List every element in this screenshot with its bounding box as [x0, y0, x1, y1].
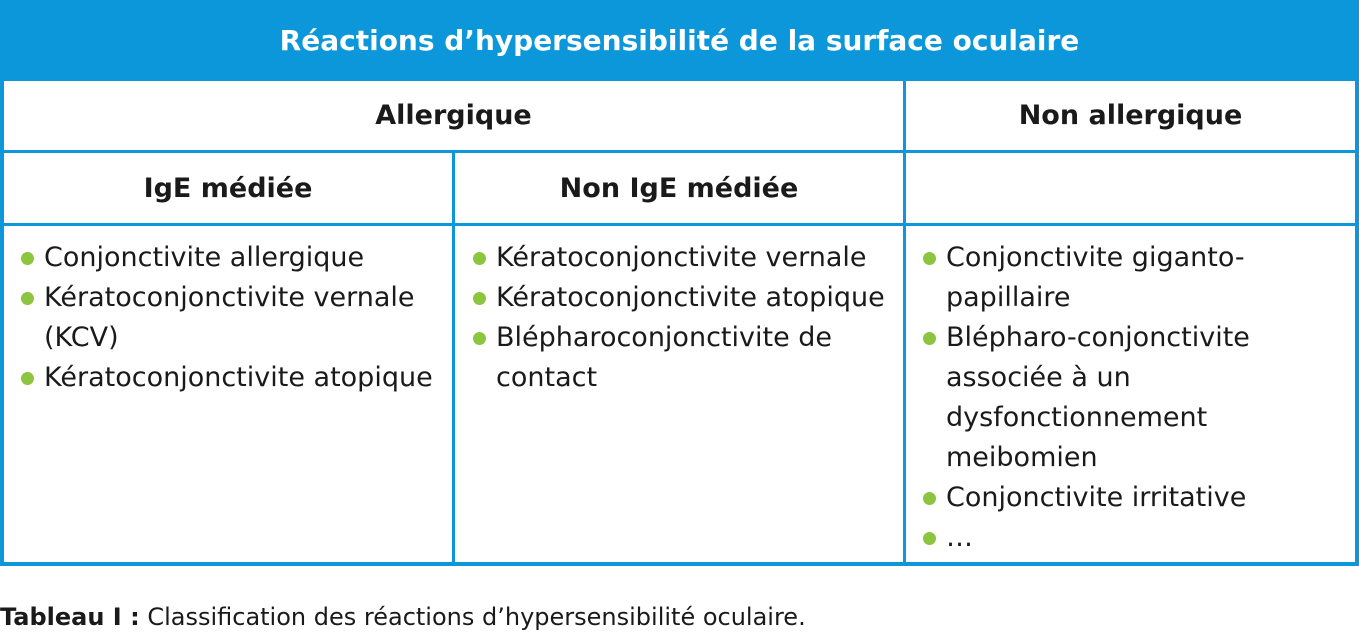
list-item: Kératoconjonctivite vernale — [472, 238, 897, 278]
table-caption — [0, 603, 806, 631]
list-item: Kératoconjonctivite vernale (KCV) — [20, 278, 440, 358]
list-item: Conjonctivite irritative — [922, 478, 1282, 518]
table-border-right — [1355, 81, 1359, 566]
row-divider-2 — [0, 223, 1359, 226]
subheader-empty — [906, 153, 1355, 223]
list-item: Conjonctivite allergique — [20, 238, 440, 278]
header-non-allergic: Non allergique — [1018, 100, 1243, 131]
list-item: … — [922, 518, 1282, 558]
caption-text: Classification des réactions d’hypersensibilité oculaire. — [139, 603, 806, 631]
header-allergic: Allergique — [375, 100, 532, 131]
list-item: Blépharoconjonctivite de contact — [472, 318, 897, 398]
cell-ige-items — [20, 238, 440, 398]
list-item: Kératoconjonctivite atopique — [20, 358, 440, 398]
list-item: Blépharo-conjonctivite associée à un dysfonctionnement meibomien — [922, 318, 1282, 478]
caption-label: Tableau I : — [0, 603, 140, 631]
subheader-ige: IgE médiée — [143, 172, 313, 204]
cell-non-allergic-items — [922, 238, 1282, 558]
subheader-non-ige: Non IgE médiée — [559, 172, 799, 204]
cell-non-ige-items — [472, 238, 897, 398]
list-item: Kératoconjonctivite atopique — [472, 278, 897, 318]
list-item: Conjonctivite giganto-papillaire — [922, 238, 1282, 318]
table-title: Réactions d’hypersensibilité de la surface oculaire — [0, 0, 1359, 81]
table-border-bottom — [0, 562, 1359, 566]
